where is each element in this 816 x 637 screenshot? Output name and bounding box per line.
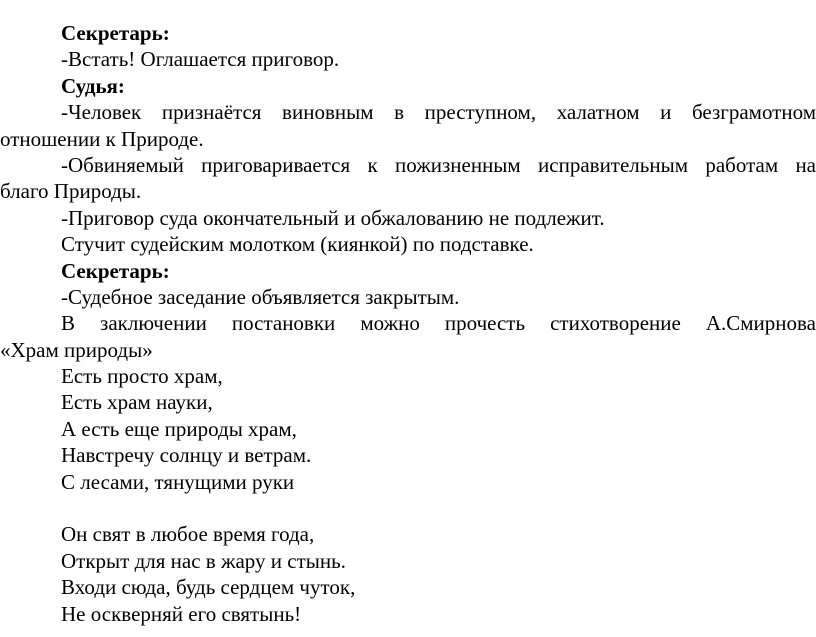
judge-line-2b: благо Природы. (0, 179, 142, 204)
poem-line: А есть еще природы храм, (61, 416, 297, 441)
judge-line-1b: отношении к Природе. (0, 126, 204, 151)
poem-line: Навстречу солнцу и ветрам. (61, 443, 312, 468)
poem-line: Входи сюда, будь сердцем чуток, (61, 575, 356, 600)
poem-line: Открыт для нас в жару и стынь. (61, 548, 346, 573)
poem-intro-a: В заключении постановки можно прочесть стихотворение А.Смирнова (61, 311, 816, 336)
secretary-line-2: -Судебное заседание объявляется закрытым. (61, 284, 460, 309)
speaker-secretary-2: Секретарь: (61, 258, 170, 283)
judge-line-3: -Приговор суда окончательный и обжалованию не подлежит. (61, 205, 605, 230)
speaker-judge: Судья: (61, 73, 125, 98)
document-page (0, 20, 816, 627)
stanza-break (0, 495, 816, 521)
poem-line: Есть просто храм, (61, 364, 223, 389)
judge-line-1a: -Человек признаётся виновным в преступном, халатном и безграмотном (61, 100, 816, 125)
stage-direction: Стучит судейским молотком (киянкой) по подставке. (61, 232, 534, 257)
judge-line-2a: -Обвиняемый приговаривается к пожизненным исправительным работам на (61, 152, 816, 177)
poem-intro-b: «Храм природы» (0, 337, 153, 362)
poem-line: Он свят в любое время года, (61, 522, 315, 547)
poem-line: Не оскверняй его святынь! (61, 601, 302, 626)
poem-line: С лесами, тянущими руки (61, 469, 295, 494)
secretary-line: -Встать! Оглашается приговор. (61, 47, 340, 72)
poem-line: Есть храм науки, (61, 390, 213, 415)
speaker-secretary: Секретарь: (61, 21, 170, 45)
